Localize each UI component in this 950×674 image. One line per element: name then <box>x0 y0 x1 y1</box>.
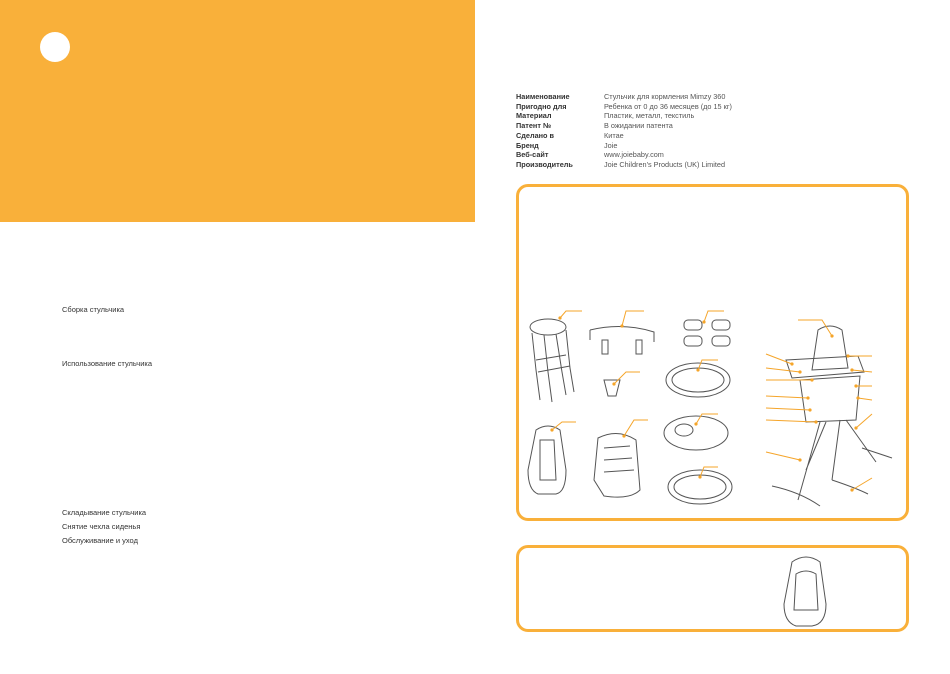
part-caps-icon <box>684 311 730 346</box>
highchair-callouts <box>766 320 872 492</box>
spec-row-material: Материал Пластик, металл, текстиль <box>516 111 695 121</box>
toc-item-care[interactable]: Обслуживание и уход <box>62 536 138 545</box>
part-crotch-post-icon <box>604 372 640 396</box>
toc-item-usage[interactable]: Использование стульчика <box>62 359 153 368</box>
part-tray-insert-icon <box>664 414 728 450</box>
infant-insert-pad-icon <box>784 557 826 626</box>
toc-item-assembly[interactable]: Сборка стульчика <box>62 305 125 314</box>
spec-row-name: Наименование Стульчик для кормления Mimzy 360 <box>516 92 726 101</box>
toc-item-folding[interactable]: Складывание стульчика <box>62 508 147 517</box>
part-seat-unit-icon <box>594 420 648 497</box>
part-tray-top-icon <box>666 360 730 397</box>
spec-row-manufacturer: Производитель Joie Children's Products (UK) Limited <box>516 159 726 169</box>
spec-row-suitable: Пригодно для Ребенка от 0 до 36 месяцев (до 15 кг) <box>516 101 732 111</box>
assembled-highchair-icon <box>772 326 892 506</box>
spec-row-made-in: Сделано в Китае <box>516 130 624 140</box>
part-frame-icon <box>530 311 582 402</box>
part-tray-arm-icon <box>590 311 654 354</box>
spec-row-brand: Бренд Joie <box>516 140 618 150</box>
part-tray-base-icon <box>668 467 732 504</box>
spec-row-patent: Патент № В ожидании патента <box>516 121 673 131</box>
toc-item-cover-removal[interactable]: Снятие чехла сиденья <box>62 522 141 531</box>
spec-row-website: Веб-сайт www.joiebaby.com <box>516 150 664 160</box>
part-seat-pad-icon <box>528 422 576 494</box>
